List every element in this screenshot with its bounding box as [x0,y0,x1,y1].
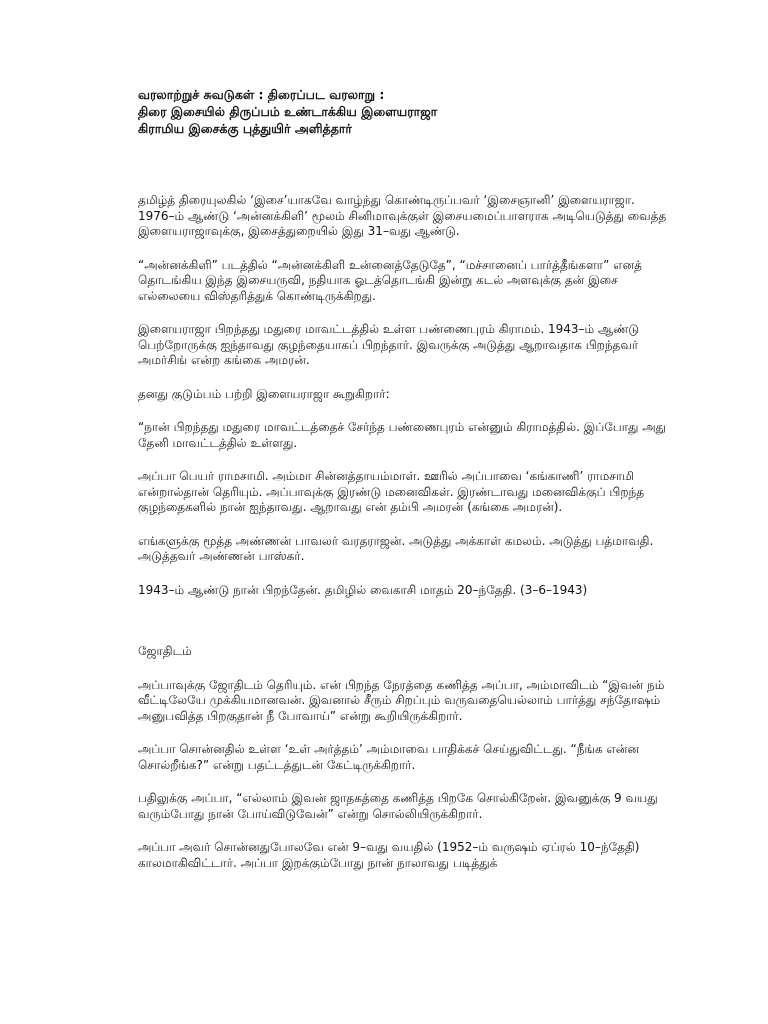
title-line-3: கிராமிய இசைக்கு புத்துயிர் அளித்தார் [138,121,352,136]
paragraph-inner-meaning: அப்பா சொன்னதில் உள்ள ‘உள் அர்த்தம்’ அம்மாவை பாதிக்கச் செய்துவிட்டது. “நீங்க என்ன சொல்றீங்க?” என்று பதட்டத்துடன் கேட்டிருக்கிறார். [138,742,640,772]
paragraph-father-death: அப்பா அவர் சொன்னதுபோலவே என் 9–வது வயதில் (1952–ம் வருஷம் ஏப்ரல் 10–ந்தேதி) காலமாகிவிட்டார். அப்பா இறக்கும்போது நான் நாலாவது படித்துக் [138,840,640,870]
paragraph-family-intro: தனது குடும்பம் பற்றி இளையராஜா கூறுகிறார்: [138,386,390,401]
title-line-1: வரலாற்றுச் சுவடுகள் : திரைப்பட வரலாறு : [138,87,385,102]
spacer [138,616,668,644]
paragraph-father-reply: பதிலுக்கு அப்பா, “எல்லாம் இவன் ஜாதகத்தை கணித்த பிறகே சொல்கிறேன். இவனுக்கு 9 வயது வரும்போது நான் போய்விடுவேன்” என்று சொல்லியிருக்கிறார். [138,791,658,821]
paragraph-annakili: “அன்னக்கிளி” படத்தில் “அன்னக்கிளி உன்னைத்தேடுதே”, “மச்சானைப் பார்த்தீங்களா” எனத் தொடங்கிய இந்த இசையருவி, நதியாக ஓடத்தொடங்கி இன்று கடல் அளவுக்கு தன் இசை எல்லையை விஸ்தரித்துக் கொண்டிருக்கிறது. [138,257,642,303]
spacer [138,137,668,193]
paragraph-siblings: எங்களுக்கு மூத்த அண்ணன் பாவலர் வரதராஜன். அடுத்து அக்காள் கமலம். அடுத்து பத்மாவதி. அடுத்தவர் அண்ணன் பாஸ்கர். [138,533,654,563]
paragraph-astrology: அப்பாவுக்கு ஜோதிடம் தெரியும். என் பிறந்த நேரத்தை கணித்த அப்பா, அம்மாவிடம் “இவன் நம் வீட்டிலேயே முக்கியமானவன். இவனால் சீரும் சிறப்பும் வருவதையெல்லாம் பார்த்து சந்தோஷம் அனுபவித்த பிறகுதான் நீ போவாய்” என்று கூறியிருக்கிறார். [138,677,665,723]
paragraph-birthdate: 1943–ம் ஆண்டு நான் பிறந்தேன். தமிழில் வைகாசி மாதம் 20–ந்தேதி. (3–6–1943) [138,582,588,597]
section-heading-astrology: ஜோதிடம் [138,644,192,658]
document-body [138,86,668,889]
paragraph-birthplace: இளையராஜா பிறந்தது மதுரை மாவட்டத்தில் உள்ள பண்ணைபுரம் கிராமம். 1943–ம் ஆண்டு பெற்றோருக்கு ஐந்தாவது குழந்தையாகப் பிறந்தார். இவருக்கு அடுத்து ஆறாவதாக பிறந்தவர் அமர்சிங் என்ற கங்கை அமரன். [138,322,640,367]
title-line-2: திரை இசையில் திருப்பம் உண்டாக்கிய இளையராஜா [138,104,438,119]
paragraph-parents: அப்பா பெயர் ராமசாமி. அம்மா சின்னத்தாயம்மாள். ஊரில் அப்பாவை ‘கங்காணி’ ராமசாமி என்றால்தான் தெரியும். அப்பாவுக்கு இரண்டு மனைவிகள். இரண்டாவது மனைவிக்குப் பிறந்த குழந்தைகளில் நான் ஐந்தாவது. ஆறாவது என் தம்பி அமரன் (கங்கை அமரன்). [138,469,645,514]
paragraph-intro: தமிழ்த் திரையுலகில் ‘இசை’யாகவே வாழ்ந்து கொண்டிருப்பவர் ‘இசைஞானி’ இளையராஜா. 1976–ம் ஆண்டு ‘அன்னக்கிளி’ மூலம் சினிமாவுக்குள் இசையமைப்பாளராக அடியெடுத்து வைத்த இளையராஜாவுக்கு, இசைத்துறையில் இது 31–வது ஆண்டு. [138,193,667,238]
title-block [138,86,668,137]
paragraph-quote-village: “நான் பிறந்தது மதுரை மாவட்டத்தைச் சேர்ந்த பண்ணைபுரம் என்னும் கிராமத்தில். இப்போது அது தேனி மாவட்டத்தில் உள்ளது. [138,420,666,450]
